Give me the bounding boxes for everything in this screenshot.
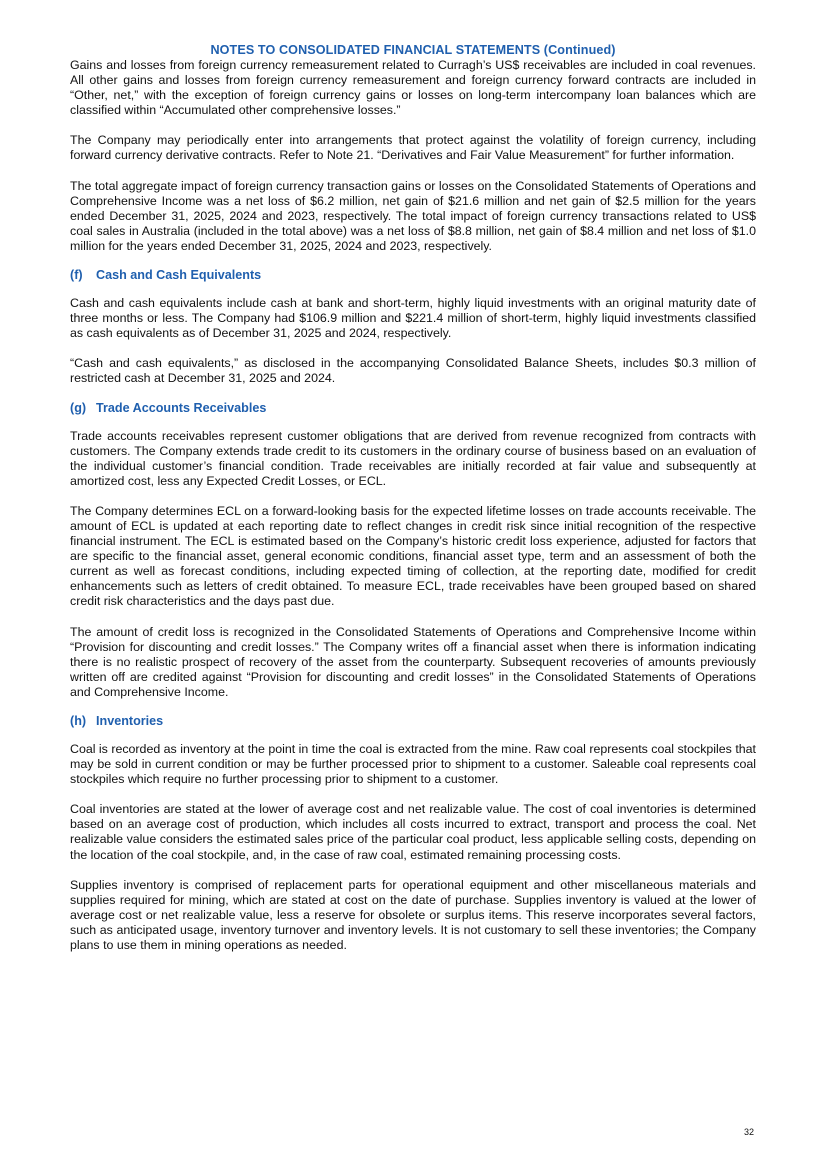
section-cash [70, 267, 756, 386]
section-heading [70, 400, 756, 416]
section-title: Cash and Cash Equivalents [96, 268, 262, 283]
section-letter: (g) [70, 400, 87, 415]
section-title: Inventories [96, 714, 164, 728]
paragraph: The Company determines ECL on a forward-looking basis for the expected lifetime losses on trade accounts receivable. The amount of ECL is updated at each reporting date to reflect changes in credit risk since initial recognition of the respective financial instrument. The ECL is estimated based on the Company’s historic credit loss experience, adjusted for factors that are specific to the financial asset, general economic conditions, financial asset type, term and an assessment of both the current as well as forecast conditions, including expected timing of collection, at the reporting date, modified for credit enhancements such as letters of credit obtained. To measure ECL, trade receivables have been grouped based on shared credit risk characteristics and the days past due. [70, 503, 756, 609]
paragraph: Cash and cash equivalents include cash at bank and short-term, highly liquid investments with an original maturity date of three months or less. The Company had $106.9 million and $221.4 million of short-term, highly liquid investments classified as cash equivalents as of December 31, 2025 and 2024, respectively. [70, 296, 756, 341]
section-letter: (h) [70, 714, 87, 728]
document-page [70, 42, 756, 968]
paragraph-fx-arrangements: The Company may periodically enter into arrangements that protect against the volatility of foreign currency, including forward currency derivative contracts. Refer to Note 21. “Derivatives and Fair Value Measurement” for further information. [70, 133, 756, 163]
paragraph-fx-remeasurement: Gains and losses from foreign currency remeasurement related to Curragh’s US$ receivables are included in coal revenues. All other gains and losses from foreign currency remeasurement and foreign currency forward contracts are included in “Other, net,” with the exception of foreign currency gains or losses on long-term intercompany loan balances which are classified within “Accumulated other comprehensive losses.” [70, 58, 756, 118]
section-heading [70, 713, 756, 729]
paragraph: Coal inventories are stated at the lower of average cost and net realizable value. The cost of coal inventories is determined based on an average cost of production, which includes all costs incurred to extract, transport and process the coal. Net realizable value considers the estimated sales price of the particular coal product, less applicable selling costs, depending on the location of the coal stockpile, and, in the case of raw coal, estimated remaining processing costs. [70, 802, 756, 862]
paragraph-fx-aggregate-impact: The total aggregate impact of foreign currency transaction gains or losses on the Consolidated Statements of Operations and Comprehensive Income was a net loss of $6.2 million, net gain of $21.6 million and net gain of $2.5 million for the years ended December 31, 2025, 2024 and 2023, respectively. The total impact of foreign currency transactions related to US$ coal sales in Australia (included in the total above) was a net loss of $8.8 million, net gain of $8.4 million and net loss of $1.0 million for the years ended December 31, 2025, 2024 and 2023, respectively. [70, 178, 756, 253]
page-number: 32 [744, 1127, 755, 1137]
paragraph: Supplies inventory is comprised of replacement parts for operational equipment and other miscellaneous materials and supplies required for mining, which are stated at cost on the date of purchase. Supplies inventory is valued at the lower of average cost or net realizable value, less a reserve for obsolete or surplus items. This reserve incorporates several factors, such as anticipated usage, inventory turnover and inventory levels. It is not customary to sell these inventories; the Company plans to use them in mining operations as needed. [70, 877, 756, 953]
section-trade-receivables [70, 400, 756, 701]
section-title: Trade Accounts Receivables [96, 400, 267, 415]
paragraph: “Cash and cash equivalents,” as disclosed in the accompanying Consolidated Balance Sheets, includes $0.3 million of restricted cash at December 31, 2025 and 2024. [70, 356, 756, 386]
paragraph: Trade accounts receivables represent customer obligations that are derived from revenue recognized from contracts with customers. The Company extends trade credit to its customers in the ordinary course of business based on an evaluation of the individual customer’s financial condition. Trade receivables are initially recorded at fair value and subsequently at amortized cost, less any Expected Credit Losses, or ECL. [70, 428, 756, 488]
section-heading [70, 267, 756, 283]
intro-block [70, 58, 756, 254]
paragraph: Coal is recorded as inventory at the point in time the coal is extracted from the mine. Raw coal represents coal stockpiles that may be sold in current condition or may be further processed prior to shipment to a customer. Saleable coal represents coal stockpiles which require no further processing prior to shipment to a customer. [70, 742, 756, 787]
section-inventories [70, 713, 756, 953]
paragraph: The amount of credit loss is recognized in the Consolidated Statements of Operations and Comprehensive Income within “Provision for discounting and credit losses.” The Company writes off a financial asset when there is information indicating there is no realistic prospect of recovery of the asset from the counterparty. Subsequent recoveries of amounts previously written off are credited against “Provision for discounting and credit losses” in the Consolidated Statements of Operations and Comprehensive Income. [70, 624, 756, 699]
section-letter: (f) [70, 268, 83, 283]
page-title: NOTES TO CONSOLIDATED FINANCIAL STATEMENTS (Continued) [210, 43, 616, 57]
